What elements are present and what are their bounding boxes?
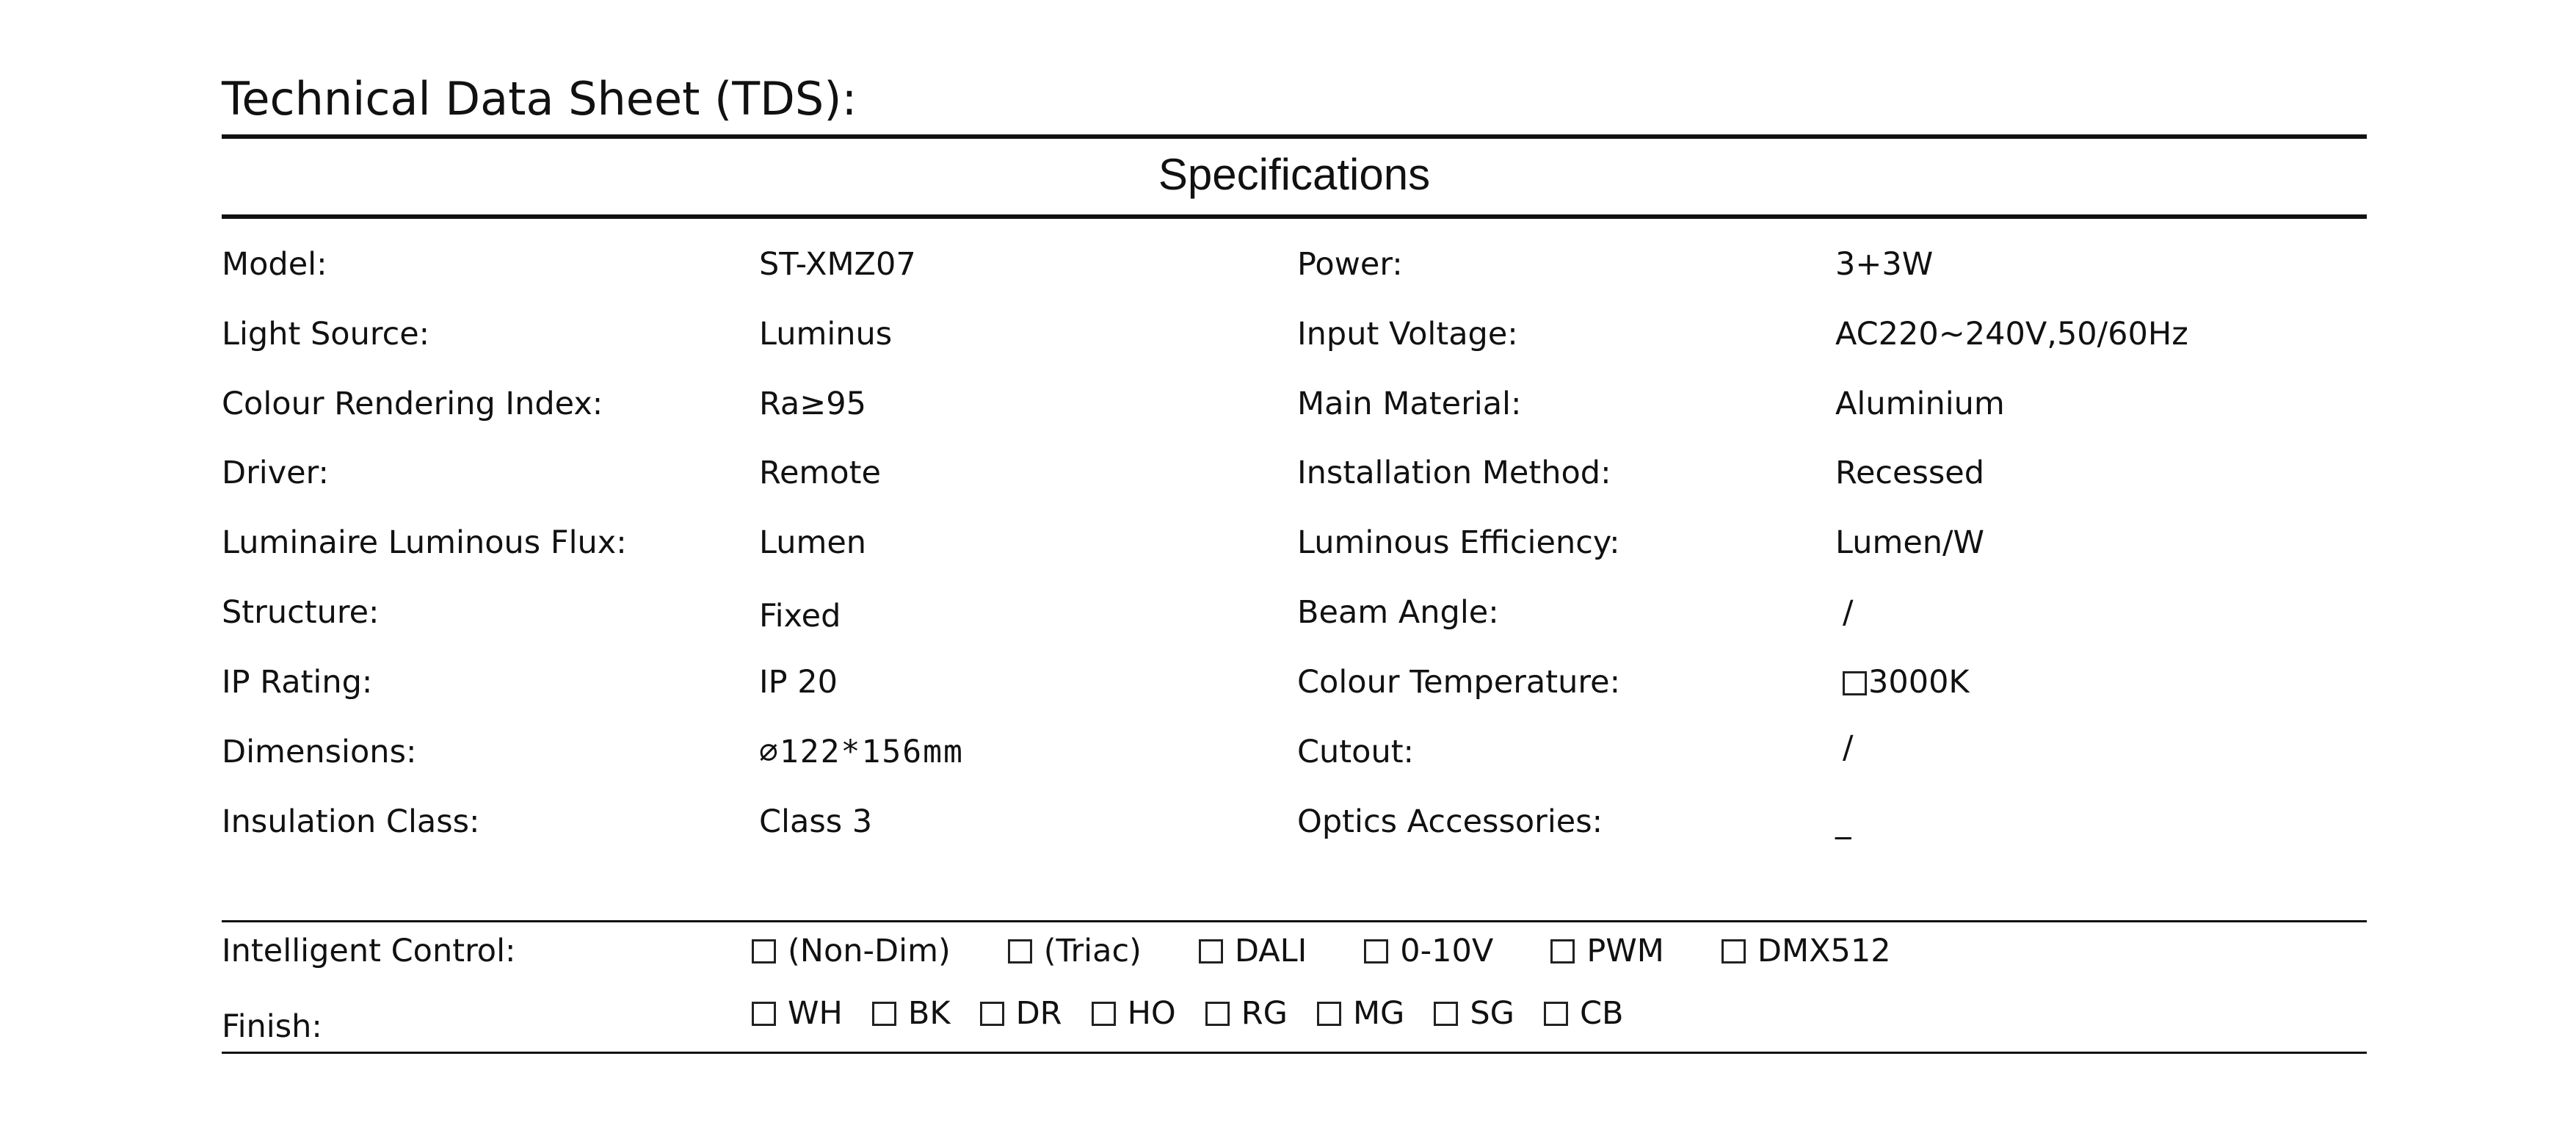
option-label: PWM [1586,933,1664,969]
checkbox-icon[interactable] [752,939,776,964]
option-label: DALI [1234,933,1307,969]
finish-options [752,984,1653,1043]
finish-option-dr[interactable] [980,984,1062,1043]
colour-temperature-value [1843,653,1970,712]
spec-value: _ [1835,803,1851,840]
spec-label: Beam Angle: [1297,594,1499,631]
spec-value: Fixed [759,598,841,634]
option-label: SG [1470,995,1514,1032]
spec-row-dimensions [222,723,2367,781]
intelligent-control-row [222,922,2367,980]
spec-label: Light Source: [222,316,430,352]
control-option-dali[interactable] [1199,922,1307,980]
document-title: Technical Data Sheet (TDS): [222,72,857,126]
finish-option-rg[interactable] [1205,984,1288,1043]
specifications-heading: Specifications [1158,150,1431,199]
spec-label: Model: [222,246,327,283]
spec-value: AC220~240V,50/60Hz [1835,316,2188,352]
spec-value: Lumen/W [1835,524,1985,561]
finish-option-bk[interactable] [872,984,951,1043]
spec-row-insulation [222,792,2367,851]
spec-value: 3+3W [1835,246,1934,283]
finish-option-mg[interactable] [1317,984,1404,1043]
option-label: BK [907,995,951,1032]
finish-row [222,984,2367,1043]
spec-value: ST-XMZ07 [759,246,916,283]
checkbox-icon[interactable] [752,1002,776,1026]
spec-row-model [222,235,2367,294]
spec-value: Luminus [759,316,893,352]
checkbox-icon[interactable] [1199,939,1223,964]
spec-label: Driver: [222,455,330,491]
spec-value: Ra≥95 [759,386,867,422]
spec-value: Remote [759,455,881,491]
option-label: RG [1241,995,1288,1032]
checkbox-icon[interactable] [1544,1002,1568,1026]
spec-value: / [1843,729,1854,766]
spec-label: Structure: [222,594,380,631]
control-option-dmx512[interactable] [1721,922,1891,980]
spec-label: IP Rating: [222,664,373,701]
spec-value: Lumen [759,524,867,561]
spec-row-ip-rating [222,653,2367,712]
heading-divider [222,214,2367,219]
spec-label: Power: [1297,246,1403,283]
spec-label: Optics Accessories: [1297,803,1603,840]
checkbox-icon[interactable] [1434,1002,1458,1026]
spec-label: Colour Rendering Index: [222,386,603,422]
spec-label: Cutout: [1297,734,1415,770]
control-option-0-10v[interactable] [1364,922,1493,980]
spec-value: Aluminium [1835,386,2005,422]
option-label: WH [788,995,843,1032]
finish-option-sg[interactable] [1434,984,1514,1043]
finish-label: Finish: [222,1008,322,1045]
option-label: CB [1580,995,1624,1032]
option-label: MG [1352,995,1405,1032]
checkbox-icon[interactable] [1721,939,1746,964]
spec-label: Luminous Efficiency: [1297,524,1620,561]
checkbox-icon[interactable] [980,1002,1004,1026]
checkbox-icon[interactable] [1092,1002,1116,1026]
checkbox-icon[interactable] [1008,939,1032,964]
spec-label: Insulation Class: [222,803,480,840]
title-divider [222,134,2367,139]
spec-label: Installation Method: [1297,455,1611,491]
finish-option-cb[interactable] [1544,984,1624,1043]
checkbox-icon[interactable] [1843,671,1867,695]
spec-value: IP 20 [759,664,838,701]
option-label: (Triac) [1043,933,1142,969]
spec-label: Colour Temperature: [1297,664,1621,701]
spec-label: Main Material: [1297,386,1522,422]
option-label: DR [1015,995,1062,1032]
spec-row-driver [222,444,2367,502]
finish-option-wh[interactable] [752,984,843,1043]
spec-row-light-source [222,305,2367,364]
option-label: HO [1127,995,1176,1032]
option-label: (Non-Dim) [788,933,951,969]
checkbox-icon[interactable] [1364,939,1388,964]
spec-value: Class 3 [759,803,873,840]
intelligent-control-options [752,922,1948,980]
data-sheet [222,0,2367,1128]
spec-label: Dimensions: [222,734,417,770]
spec-value: ∅122*156mm [759,734,964,770]
control-option-non-dim[interactable] [752,922,951,980]
spec-label: Luminaire Luminous Flux: [222,524,627,561]
intelligent-control-label: Intelligent Control: [222,933,516,969]
spec-row-flux [222,513,2367,572]
control-option-pwm[interactable] [1550,922,1664,980]
spec-row-cri [222,375,2367,433]
finish-option-ho[interactable] [1092,984,1176,1043]
spec-value: 3000K [1868,664,1970,701]
checkbox-icon[interactable] [872,1002,896,1026]
options-divider-bottom [222,1052,2367,1054]
spec-row-structure [222,583,2367,642]
checkbox-icon[interactable] [1317,1002,1341,1026]
spec-label: Input Voltage: [1297,316,1518,352]
spec-value: Recessed [1835,455,1985,491]
option-label: DMX512 [1757,933,1891,969]
checkbox-icon[interactable] [1205,1002,1230,1026]
option-label: 0-10V [1400,933,1494,969]
control-option-triac[interactable] [1008,922,1142,980]
spec-value: / [1843,594,1854,631]
checkbox-icon[interactable] [1550,939,1575,964]
